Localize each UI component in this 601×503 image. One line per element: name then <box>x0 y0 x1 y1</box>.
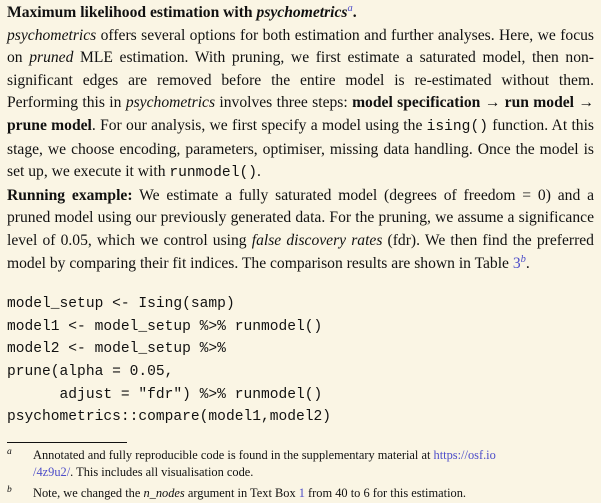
section-heading-mle: Maximum likelihood estimation with psychometrics <box>7 4 348 21</box>
arrow-icon: → <box>574 94 594 112</box>
footnote-ref-b[interactable]: b <box>520 253 526 265</box>
code-block <box>7 293 594 429</box>
inline-code-runmodel: runmodel() <box>169 165 257 182</box>
code-line: psychometrics::compare(model1,model2) <box>7 409 332 426</box>
code-line: prune(alpha = 0.05, <box>7 363 174 380</box>
footnote-mark: b <box>7 484 12 495</box>
footnote-mark: a <box>7 446 12 457</box>
paragraph-mle: Maximum likelihood estimation with psychometrics$^a$. psychometrics offers several options for both estimation and further analyses. Here, we focus on pruned MLE estimation. With pruning, we first estimate a saturated model, then non-significant edges are removed before the entire model is re-estimated without them. Performing this in psychometrics involves three steps: model specification → run model → prune model. For our analysis, we first specify a model using the ising() function. At this stage, we choose encoding, parameters, optimiser, missing data handling. Once the model is set up, we execute it with runmodel(). <box>7 2 595 182</box>
code-line: adjust = "fdr") %>% runmodel() <box>7 386 323 403</box>
footnote-b: b Note, we changed the n_nodes argument in Text Box 1 from 40 to 6 for this estimation. <box>7 485 594 503</box>
arrow-icon: → <box>480 94 505 112</box>
footnote-a: a Annotated and fully reproducible code is found in the supplementary material at https://osf.io /4z9u2/. This includes all visualisation code. <box>7 447 594 482</box>
footnote-divider <box>7 442 127 443</box>
code-line: model2 <- model_setup %>% <box>7 341 226 358</box>
step-model-specification: model specification <box>352 94 481 112</box>
code-line: model_setup <- Ising(samp) <box>7 296 235 313</box>
table-ref[interactable]: 3 <box>512 254 521 272</box>
section-heading-running-example: Running example: <box>7 186 133 204</box>
osf-link[interactable]: https://osf.io /4z9u2/ <box>33 447 496 480</box>
step-run-model: run model <box>504 94 575 112</box>
text-box-ref[interactable]: 1 <box>298 485 305 500</box>
footnote-ref-a[interactable]: a <box>347 2 353 14</box>
inline-code-ising: ising() <box>426 118 488 135</box>
paragraph-running-example: Running example: We estimate a fully saturated model (degrees of freedom = 0) and a pruned model using our previously generated data. For the pruning, we assume a significance level of 0.05, which we control using false discovery rates (fdr). We then find the preferred model by comparing their fit indices. The comparison results are shown in Table 3$^b$. <box>7 186 595 272</box>
code-line: model1 <- model_setup %>% runmodel() <box>7 318 323 335</box>
step-prune-model: prune model <box>7 116 92 134</box>
